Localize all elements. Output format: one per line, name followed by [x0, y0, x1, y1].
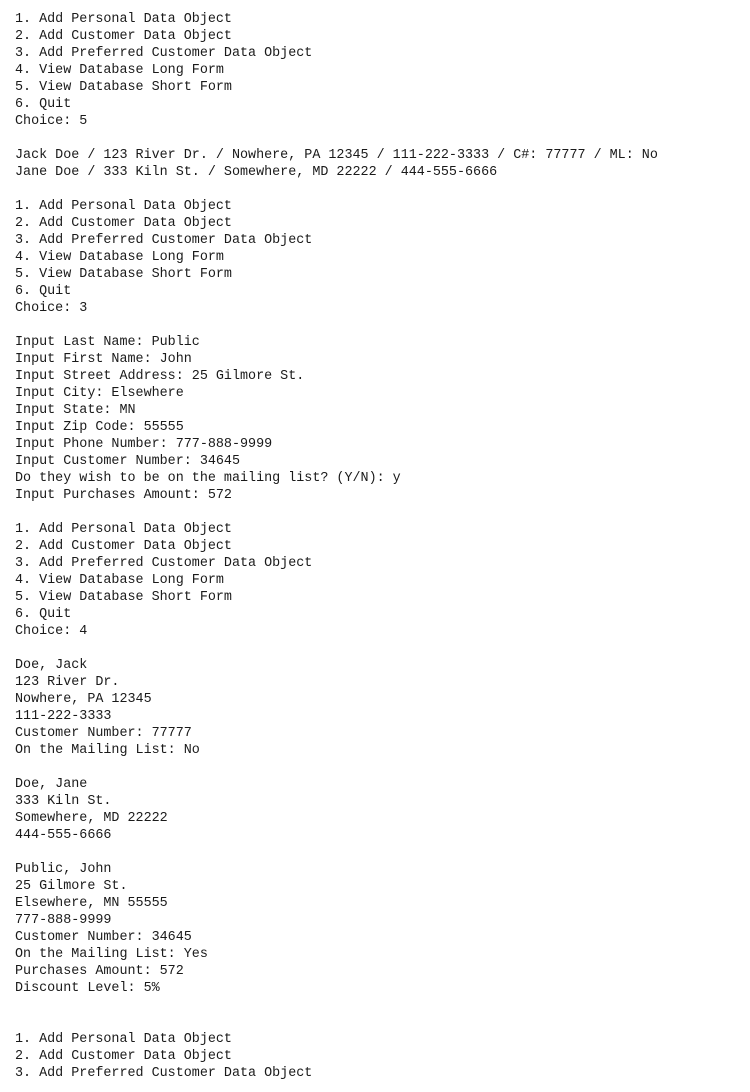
- console-line: Doe, Jack: [15, 658, 88, 673]
- console-line: Nowhere, PA 12345: [15, 692, 152, 707]
- blank-line: [15, 844, 750, 861]
- console-line: 5. View Database Short Form: [15, 590, 232, 605]
- console-line: Input Phone Number: 777-888-9999: [15, 437, 273, 452]
- console-line: Input Last Name: Public: [15, 335, 200, 350]
- console-line: 5. View Database Short Form: [15, 80, 232, 95]
- console-line: Choice: 5: [15, 114, 88, 129]
- console-line: Customer Number: 34645: [15, 930, 192, 945]
- console-line: 3. Add Preferred Customer Data Object: [15, 233, 313, 248]
- console-line: 25 Gilmore St.: [15, 879, 128, 894]
- console-line: 1. Add Personal Data Object: [15, 12, 232, 27]
- console-line: 6. Quit: [15, 607, 72, 622]
- console-line: Somewhere, MD 22222: [15, 811, 168, 826]
- console-line: 444-555-6666: [15, 828, 112, 843]
- console-line: Doe, Jane: [15, 777, 88, 792]
- console-line: Input City: Elsewhere: [15, 386, 184, 401]
- console-line: 2. Add Customer Data Object: [15, 539, 232, 554]
- console-line: Input Purchases Amount: 572: [15, 488, 232, 503]
- console-line: Input First Name: John: [15, 352, 192, 367]
- console-line: Input Street Address: 25 Gilmore St.: [15, 369, 305, 384]
- console-line: Input Customer Number: 34645: [15, 454, 240, 469]
- console-line: 2. Add Customer Data Object: [15, 1049, 232, 1064]
- console-line: 4. View Database Long Form: [15, 250, 224, 265]
- console-line: On the Mailing List: No: [15, 743, 200, 758]
- blank-line: [15, 504, 750, 521]
- blank-line: [15, 640, 750, 657]
- console-line: Do they wish to be on the mailing list? (Y/N): y: [15, 471, 401, 486]
- console-line: Public, John: [15, 862, 112, 877]
- blank-line: [15, 1014, 750, 1031]
- console-line: 1. Add Personal Data Object: [15, 522, 232, 537]
- console-line: Purchases Amount: 572: [15, 964, 184, 979]
- console-line: 4. View Database Long Form: [15, 63, 224, 78]
- console-line: Discount Level: 5%: [15, 981, 160, 996]
- console-line: 4. View Database Long Form: [15, 573, 224, 588]
- console-line: 333 Kiln St.: [15, 794, 112, 809]
- console-line: 1. Add Personal Data Object: [15, 1032, 232, 1047]
- console-line: Elsewhere, MN 55555: [15, 896, 168, 911]
- console-line: 123 River Dr.: [15, 675, 120, 690]
- console-line: 3. Add Preferred Customer Data Object: [15, 46, 313, 61]
- blank-line: [15, 997, 750, 1014]
- console-line: Jane Doe / 333 Kiln St. / Somewhere, MD 22222 / 444-555-6666: [15, 165, 498, 180]
- console-line: 1. Add Personal Data Object: [15, 199, 232, 214]
- console-line: 3. Add Preferred Customer Data Object: [15, 556, 313, 571]
- console-line: 2. Add Customer Data Object: [15, 29, 232, 44]
- console-line: On the Mailing List: Yes: [15, 947, 208, 962]
- console-line: Input State: MN: [15, 403, 136, 418]
- console-line: 777-888-9999: [15, 913, 112, 928]
- console-line: Jack Doe / 123 River Dr. / Nowhere, PA 12345 / 111-222-3333 / C#: 77777 / ML: No: [15, 148, 658, 163]
- console-line: Choice: 3: [15, 301, 88, 316]
- console-line: 5. View Database Short Form: [15, 267, 232, 282]
- blank-line: [15, 181, 750, 198]
- console-line: Customer Number: 77777: [15, 726, 192, 741]
- console-line: 6. Quit: [15, 284, 72, 299]
- console-line: 2. Add Customer Data Object: [15, 216, 232, 231]
- console-line: Choice: 4: [15, 624, 88, 639]
- blank-line: [15, 130, 750, 147]
- blank-line: [15, 759, 750, 776]
- blank-line: [15, 317, 750, 334]
- console-line: 111-222-3333: [15, 709, 112, 724]
- console-line: 6. Quit: [15, 97, 72, 112]
- console-line: Input Zip Code: 55555: [15, 420, 184, 435]
- console-line: 3. Add Preferred Customer Data Object: [15, 1066, 313, 1081]
